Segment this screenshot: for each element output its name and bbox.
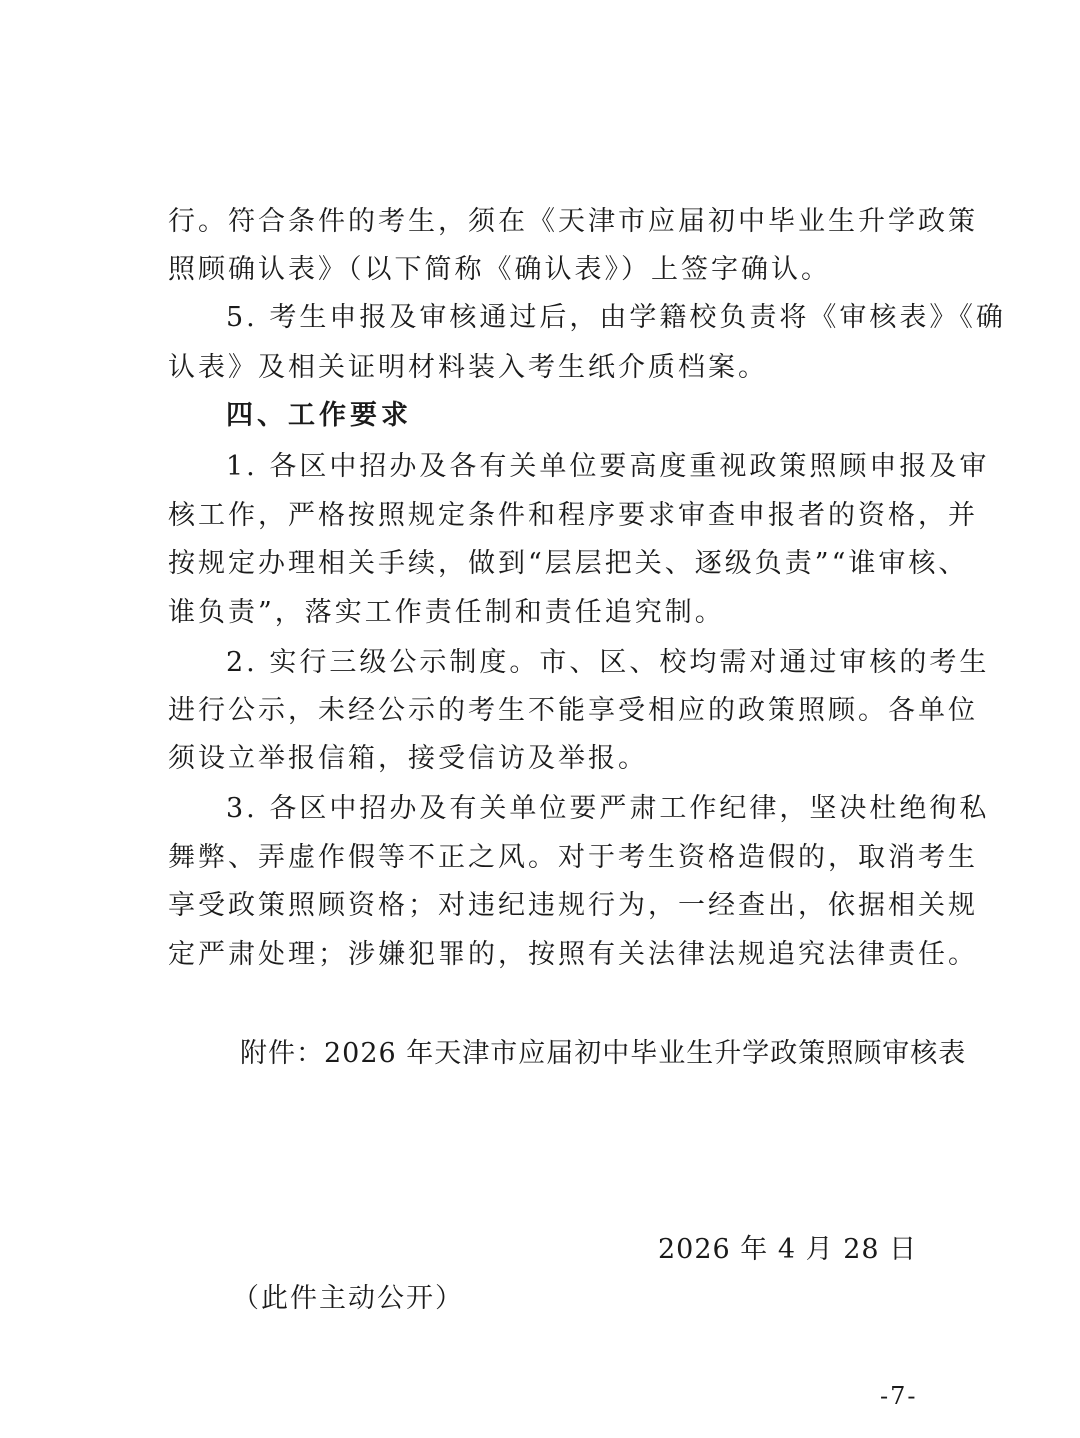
body-text-line: 按规定办理相关手续，做到“层层把关、逐级负责”“谁审核、 xyxy=(168,548,969,579)
body-text-line: 核工作，严格按照规定条件和程序要求审查申报者的资格，并 xyxy=(168,500,978,531)
body-text-line: 享受政策照顾资格；对违纪违规行为，一经查出，依据相关规 xyxy=(168,890,978,921)
body-text-line: 定严肃处理；涉嫌犯罪的，按照有关法律法规追究法律责任。 xyxy=(168,939,978,970)
body-text-line: 照顾确认表》（以下简称《确认表》）上签字确认。 xyxy=(168,254,831,285)
body-text-line: 3. 各区中招办及有关单位要严肃工作纪律，坚决杜绝徇私 xyxy=(226,793,990,824)
body-text-line: 谁负责”，落实工作责任制和责任追究制。 xyxy=(168,597,725,628)
body-text-line: 舞弊、弄虚作假等不正之风。对于考生资格造假的，取消考生 xyxy=(168,842,978,873)
disclosure-note: （此件主动公开） xyxy=(232,1283,464,1314)
section-heading: 四、工作要求 xyxy=(226,400,412,431)
page-number: -7- xyxy=(880,1382,918,1410)
body-text-line: 2. 实行三级公示制度。市、区、校均需对通过审核的考生 xyxy=(226,647,990,678)
body-text-line: 行。符合条件的考生，须在《天津市应届初中毕业生升学政策 xyxy=(168,206,978,237)
body-text-line: 5. 考生申报及审核通过后，由学籍校负责将《审核表》《确 xyxy=(226,302,1006,333)
body-text-line: 进行公示，未经公示的考生不能享受相应的政策照顾。各单位 xyxy=(168,695,978,726)
body-text-line: 1. 各区中招办及各有关单位要高度重视政策照顾申报及审 xyxy=(226,451,990,482)
body-text-line: 须设立举报信箱，接受信访及举报。 xyxy=(168,743,648,774)
issue-date: 2026 年 4 月 28 日 xyxy=(658,1234,918,1265)
attachment-line: 附件：2026 年天津市应届初中毕业生升学政策照顾审核表 xyxy=(240,1038,967,1069)
body-text-line: 认表》及相关证明材料装入考生纸介质档案。 xyxy=(168,352,768,383)
